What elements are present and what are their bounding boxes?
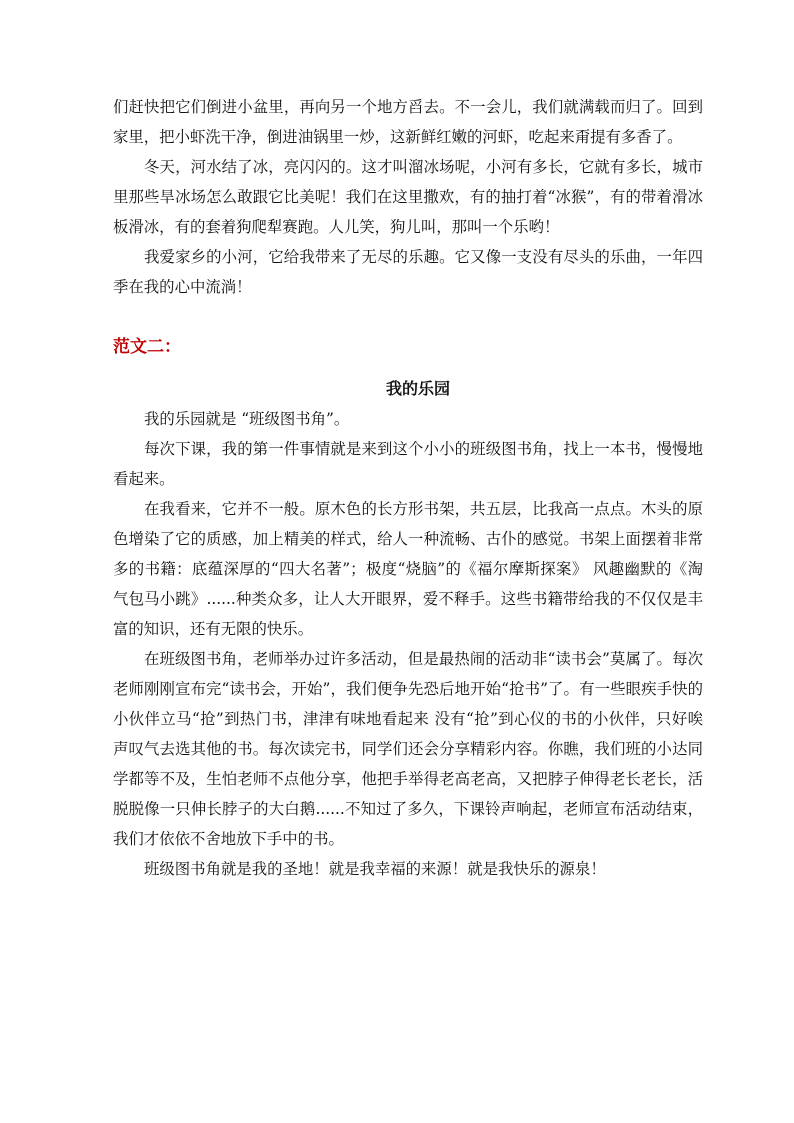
essay-title: 我的乐园 xyxy=(385,379,450,398)
essay1-paragraph-continued: 们赶快把它们倒进小盆里，再向另一个地方舀去。不一会儿，我们就满载而归了。回到家里，把小虾洗干净，倒进油锅里一炒，这新鲜红嫩的河虾，吃起来甭提有多香了。 xyxy=(113,98,703,146)
essay2-paragraph-conclusion: 班级图书角就是我的圣地！就是我幸福的来源！就是我快乐的源泉！ xyxy=(144,860,606,878)
section-heading: 范文二： xyxy=(113,337,181,357)
essay2-paragraph-intro: 我的乐园就是 “班级图书角”。 xyxy=(144,410,350,428)
document-page xyxy=(113,92,703,884)
essay1-paragraph-conclusion: 我爱家乡的小河，它给我带来了无尽的乐趣。它又像一支没有尽头的乐曲，一年四季在我的心中流淌！ xyxy=(113,248,703,296)
section-spacer xyxy=(113,302,703,332)
essay1-paragraph-winter: 冬天，河水结了冰，亮闪闪的。这才叫溜冰场呢，小河有多长，它就有多长，城市里那些旱冰场怎么敢跟它比美呢！我们在这里撒欢，有的抽打着“冰猴”，有的带着滑冰板滑冰，有的套着狗爬犁赛跑。人儿笑，狗儿叫，那叫一个乐哟！ xyxy=(113,158,703,236)
essay2-paragraph-break-time: 每次下课，我的第一件事情就是来到这个小小的班级图书角，找上一本书，慢慢地看起来。 xyxy=(113,440,703,488)
essay2-paragraph-reading-club: 在班级图书角，老师举办过许多活动，但是最热闹的活动非“读书会”莫属了。每次老师刚刚宣布完“读书会，开始”，我们便争先恐后地开始“抢书”了。有一些眼疾手快的小伙伴立马“抢”到热门书，津津有味地看起来 没有“抢”到心仪的书的小伙伴，只好唉声叹气去选其他的书。每次读完书，同学们还会分享精彩内容。你瞧，我们班的小达同学都等不及，生怕老师不点他分享，他把手举得老高老高，又把脖子伸得老长老长，活脱脱像一只伸长脖子的大白鹅......不知过了多久，下课铃声响起，老师宣布活动结束，我们才依依不舍地放下手中的书。 xyxy=(113,650,703,848)
essay2-paragraph-bookshelf: 在我看来，它并不一般。原木色的长方形书架，共五层，比我高一点点。木头的原色增染了它的质感，加上精美的样式，给人一种流畅、古仆的感觉。书架上面摆着非常多的书籍：底蕴深厚的“四大名著”；极度“烧脑”的《福尔摩斯探案》 风趣幽默的《淘气包马小跳》......种类众多，让人大开眼界，爱不释手。这些书籍带给我的不仅仅是丰富的知识，还有无限的快乐。 xyxy=(113,500,703,638)
